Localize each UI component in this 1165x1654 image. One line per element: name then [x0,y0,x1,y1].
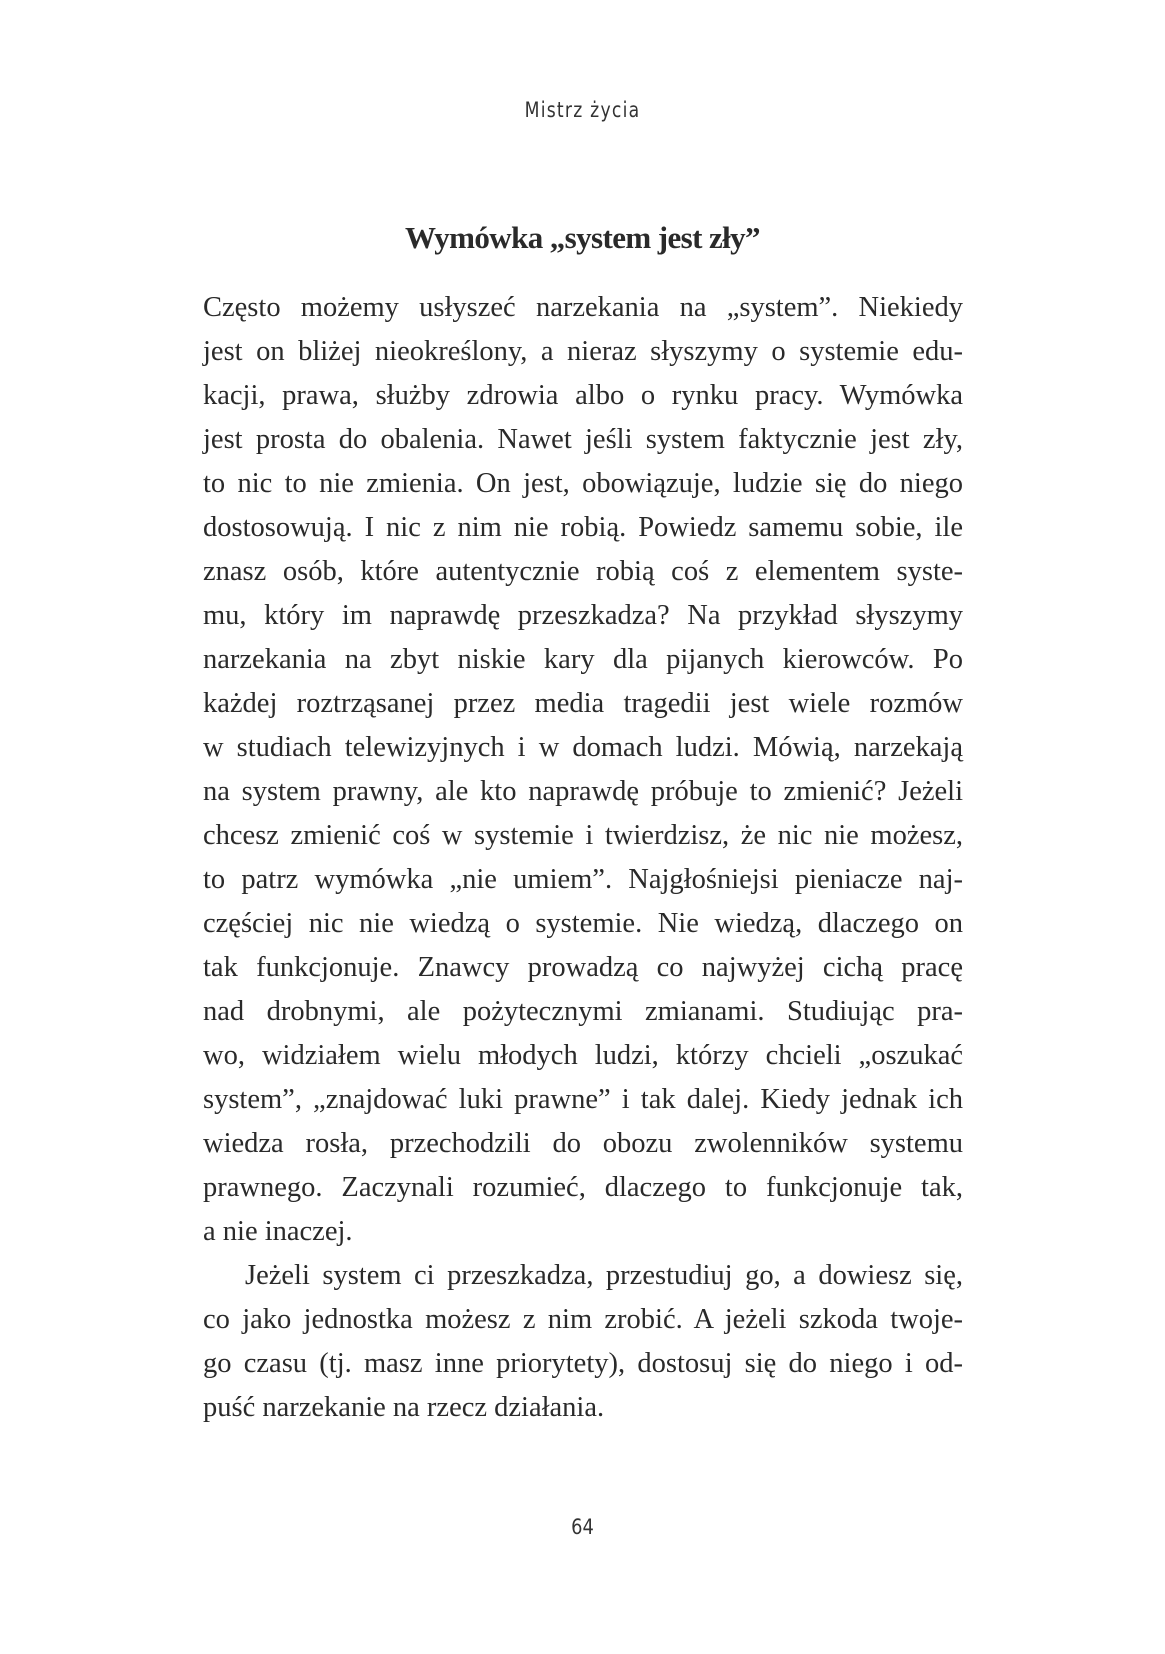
text-line: wo, widziałem wielu młodych ludzi, którzy chcieli „oszukać [203,1040,963,1071]
body-text [203,286,963,1430]
running-head: Mistrz życia [524,98,641,122]
text-line: go czasu (tj. masz inne priorytety), dostosuj się do niego i od- [203,1348,963,1379]
text-line: dostosowują. I nic z nim nie robią. Powiedz samemu sobie, ile [203,512,963,543]
text-line: nad drobnymi, ale pożytecznymi zmianami. Studiując pra- [203,996,963,1027]
text-line: puść narzekanie na rzecz działania. [203,1392,605,1423]
text-line: to patrz wymówka „nie umiem”. Najgłośniejsi pieniacze naj- [203,864,963,895]
text-line: na system prawny, ale kto naprawdę próbuje to zmienić? Jeżeli [203,776,963,807]
text-line: a nie inaczej. [203,1216,353,1247]
text-line: w studiach telewizyjnych i w domach ludzi. Mówią, narzekają [203,732,963,763]
paragraph [203,1254,963,1430]
text-line: kacji, prawa, służby zdrowia albo o rynku pracy. Wymówka [203,380,963,411]
text-line: chcesz zmienić coś w systemie i twierdzisz, że nic nie możesz, [203,820,963,851]
text-line: znasz osób, które autentycznie robią coś z elementem syste- [203,556,963,587]
text-line: to nic to nie zmienia. On jest, obowiązuje, ludzie się do niego [203,468,963,499]
text-line: narzekania na zbyt niskie kary dla pijanych kierowców. Po [203,644,963,675]
text-line: Jeżeli system ci przeszkadza, przestudiuj go, a dowiesz się, [245,1260,963,1291]
text-line: tak funkcjonuje. Znawcy prowadzą co najwyżej cichą pracę [203,952,963,983]
text-line: prawnego. Zaczynali rozumieć, dlaczego to funkcjonuje tak, [203,1172,963,1203]
text-line: co jako jednostka możesz z nim zrobić. A jeżeli szkoda twoje- [203,1304,963,1335]
paragraph [203,286,963,1254]
text-line: jest on bliżej nieokreślony, a nieraz słyszymy o systemie edu- [203,336,963,367]
text-line: każdej roztrząsanej przez media tragedii jest wiele rozmów [203,688,963,719]
text-line: wiedza rosła, przechodzili do obozu zwolenników systemu [203,1128,963,1159]
page-number: 64 [571,1515,594,1539]
text-line: Często możemy usłyszeć narzekania na „system”. Niekiedy [203,292,963,323]
section-heading: Wymówka „system jest zły” [405,220,760,255]
text-line: jest prosta do obalenia. Nawet jeśli system faktycznie jest zły, [203,424,963,455]
text-line: częściej nic nie wiedzą o systemie. Nie wiedzą, dlaczego on [203,908,963,939]
text-line: system”, „znajdować luki prawne” i tak dalej. Kiedy jednak ich [203,1084,963,1115]
text-line: mu, który im naprawdę przeszkadza? Na przykład słyszymy [203,600,963,631]
